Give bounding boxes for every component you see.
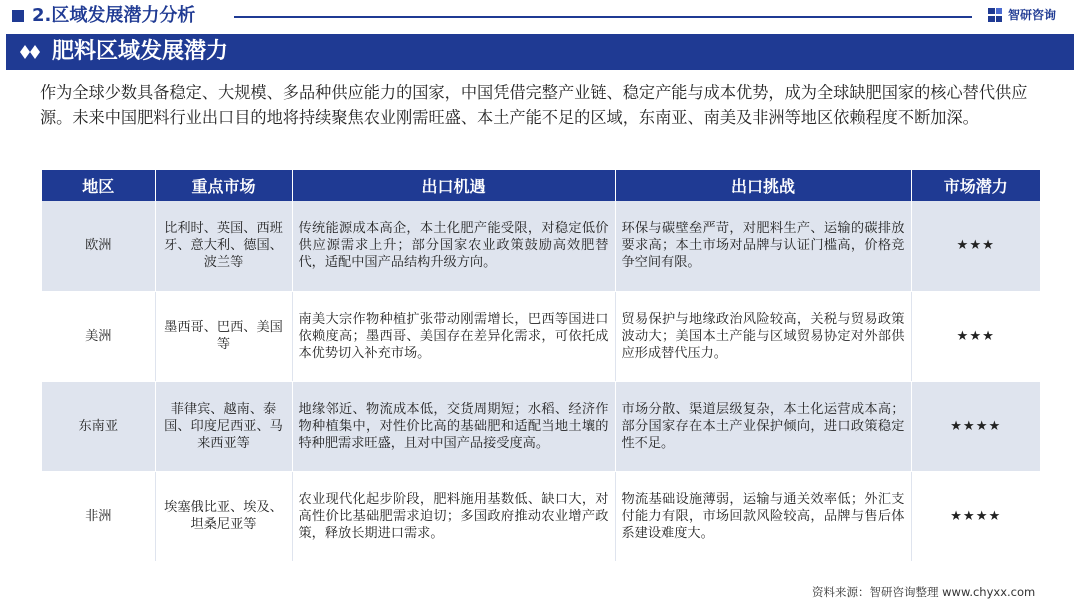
challenge-cell: 环保与碳壁垒严苛，对肥料生产、运输的碳排放要求高；本土市场对品牌与认证门槛高，价格竞争空间有限。: [615, 201, 911, 291]
potential-stars: ★★★: [911, 201, 1040, 291]
challenge-cell: 贸易保护与地缘政治风险较高，关税与贸易政策波动大；美国本土产能与区域贸易协定对外部供应形成替代压力。: [615, 291, 911, 381]
potential-table: [42, 170, 1040, 562]
table-row: [42, 201, 1040, 291]
banner-title: 肥料区域发展潜力: [52, 39, 229, 64]
region-cell: 欧洲: [42, 201, 155, 291]
markets-cell: 墨西哥、巴西、美国等: [155, 291, 292, 381]
header-region: 地区: [42, 170, 155, 201]
header-potential: 市场潜力: [911, 170, 1040, 201]
header-divider: [234, 16, 972, 18]
markets-cell: 比利时、英国、西班牙、意大利、德国、波兰等: [155, 201, 292, 291]
title-banner: [6, 34, 1074, 70]
potential-stars: ★★★★: [911, 381, 1040, 471]
table-header-row: [42, 170, 1040, 201]
top-bar: [0, 0, 1080, 34]
opportunity-cell: 地缘邻近、物流成本低，交货周期短；水稻、经济作物种植集中，对性价比高的基础肥和适配当地土壤的特种肥需求旺盛，且对中国产品接受度高。: [292, 381, 615, 471]
region-cell: 东南亚: [42, 381, 155, 471]
brand: [986, 6, 1056, 24]
header-opportunity: 出口机遇: [292, 170, 615, 201]
brand-name: 智研咨询: [1008, 8, 1057, 22]
challenge-cell: 物流基础设施薄弱，运输与通关效率低；外汇支付能力有限，市场回款风险较高，品牌与售后体系建设难度大。: [615, 471, 911, 561]
opportunity-cell: 农业现代化起步阶段，肥料施用基数低、缺口大，对高性价比基础肥需求迫切；多国政府推动农业增产政策，释放长期进口需求。: [292, 471, 615, 561]
potential-stars: ★★★: [911, 291, 1040, 381]
table-row: [42, 291, 1040, 381]
region-cell: 美洲: [42, 291, 155, 381]
double-diamond-icon: [20, 45, 42, 59]
section-title: 2.区域发展潜力分析: [32, 5, 196, 26]
brand-logo-icon: [986, 6, 1004, 24]
header-challenge: 出口挑战: [615, 170, 911, 201]
intro-paragraph: 作为全球少数具备稳定、大规模、多品种供应能力的国家，中国凭借完整产业链、稳定产能与成本优势，成为全球缺肥国家的核心替代供应源。未来中国肥料行业出口目的地将持续聚焦农业刚需旺盛、本土产能不足的区域，东南亚、南美及非洲等地区依赖程度不断加深。: [40, 83, 1028, 127]
square-icon: [12, 10, 24, 22]
header-markets: 重点市场: [155, 170, 292, 201]
markets-cell: 埃塞俄比亚、埃及、坦桑尼亚等: [155, 471, 292, 561]
table-row: [42, 381, 1040, 471]
challenge-cell: 市场分散、渠道层级复杂，本土化运营成本高；部分国家存在本土产业保护倾向，进口政策稳定性不足。: [615, 381, 911, 471]
potential-stars: ★★★★: [911, 471, 1040, 561]
table-row: [42, 471, 1040, 561]
markets-cell: 菲律宾、越南、泰国、印度尼西亚、马来西亚等: [155, 381, 292, 471]
region-cell: 非洲: [42, 471, 155, 561]
opportunity-cell: 南美大宗作物种植扩张带动刚需增长，巴西等国进口依赖度高；墨西哥、美国存在差异化需求，可依托成本优势切入补充市场。: [292, 291, 615, 381]
source-note: 资料来源：智研咨询整理 www.chyxx.com: [812, 585, 1036, 599]
opportunity-cell: 传统能源成本高企，本土化肥产能受限，对稳定低价供应源需求上升；部分国家农业政策鼓励高效肥替代，适配中国产品结构升级方向。: [292, 201, 615, 291]
